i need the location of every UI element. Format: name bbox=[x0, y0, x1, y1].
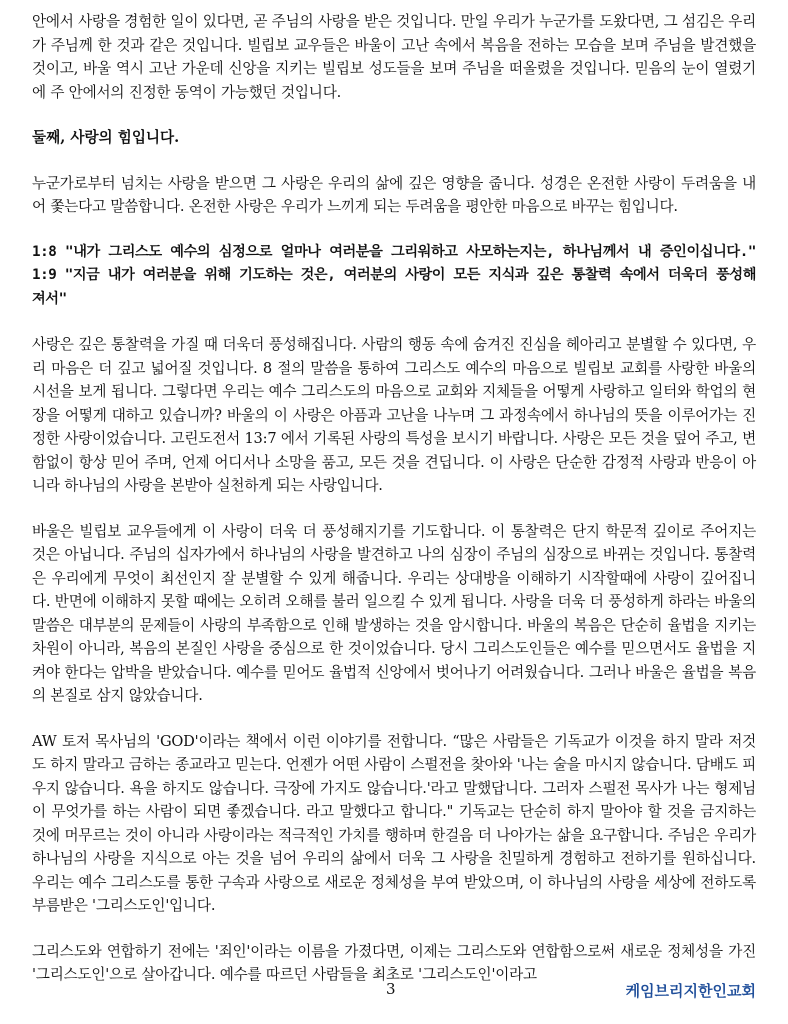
paragraph-6: 그리스도와 연합하기 전에는 '죄인'이라는 이름을 가졌다면, 이제는 그리스도와 연합함으로써 새로운 정체성을 가진 '그리스도인'으로 살아갑니다. 예수를 따르던 사람들을 최초로 '그리스도인'이라고 bbox=[32, 942, 756, 983]
document-page bbox=[32, 10, 756, 1009]
paragraph-5: AW 토저 목사님의 'GOD'이라는 책에서 이런 이야기를 전합니다. “많은 사람들은 기독교가 이것을 하지 말라 저것도 하지 말라고 금하는 종교라고 믿는다. 언젠가 어떤 사람이 스펄전을 찾아와 '나는 술을 마시지 않습니다. 담배도 피우지 않습니다. 욕을 하지도 않습니다. 극장에 가지도 않습니다.'라고 말했답니다. 그러자 스펄전 목사가 나는 형제님이 무엇가를 하는 사람이 되면 좋겠습니다. 라고 말했다고 합니다." 기독교는 단순히 하지 말아야 할 것을 금지하는 것에 머무르는 것이 아니라 사랑이라는 적극적인 가치를 행하며 한걸음 더 나아가는 삶을 요구합니다. 주님은 우리가 하나님의 사랑을 지식으로 아는 것을 넘어 우리의 삶에서 더욱 그 사랑을 친밀하게 경험하고 전하기를 원하십니다. 우리는 예수 그리스도를 통한 구속과 사랑으로 새로운 정체성을 부여 받았으며, 이 하나님의 사랑을 세상에 전하도록 부름받은 '그리스도인'입니다. bbox=[32, 732, 756, 914]
paragraph-1: 안에서 사랑을 경험한 일이 있다면, 곧 주님의 사랑을 받은 것입니다. 만일 우리가 누군가를 도왔다면, 그 섬김은 우리가 주님께 한 것과 같은 것입니다. 빌립보 교우들은 바울이 고난 속에서 복음을 전하는 모습을 보며 주님을 발견했을 것이고, 바울 역시 고난 가운데 신앙을 지키는 빌립보 성도들을 보며 주님을 떠올렸을 것입니다. 믿음의 눈이 열렸기에 주 안에서의 진정한 동역이 가능했던 것입니다. bbox=[32, 13, 756, 101]
paragraph-4: 바울은 빌립보 교우들에게 이 사랑이 더욱 더 풍성해지기를 기도합니다. 이 통찰력은 단지 학문적 깊이로 주어지는 것은 아닙니다. 주님의 십자가에서 하나님의 사랑을 발견하고 나의 심장이 주님의 심장으로 바뀌는 것입니다. 통찰력은 우리에게 무엇이 최선인지 잘 분별할 수 있게 해줍니다. 우리는 상대방을 이해하기 시작할때에 사랑이 깊어집니다. 반면에 이해하지 못할 때에는 오히려 오해를 불러 일으킬 수 있게 됩니다. 사랑을 더욱 더 풍성하게 하라는 바울의 말씀은 대부분의 문제들이 사랑의 부족함으로 인해 발생하는 것을 암시합니다. 바울의 복음은 단순히 율법을 지키는 차원이 아니라, 복음의 본질인 사랑을 중심으로 한 것이었습니다. 당시 그리스도인들은 예수를 믿으면서도 율법을 지켜야 한다는 압박을 받았습니다. 예수를 믿어도 율법적 신앙에서 벗어나기 어려웠습니다. 그러나 바울은 율법을 복음의 본질로 삼지 않았습니다. bbox=[32, 522, 756, 704]
scripture-quote: 1:8 "내가 그리스도 예수의 심정으로 얼마나 여러분을 그리워하고 사모하는지는, 하나님께서 내 증인이십니다." 1:9 "지금 내가 여러분을 위해 기도하는 것은, 여러분의 사랑이 모든 지식과 깊은 통찰력 속에서 더욱더 풍성해져서" bbox=[32, 243, 756, 307]
church-name: 케임브리지한인교회 bbox=[625, 982, 756, 1000]
paragraph-2: 누군가로부터 넘치는 사랑을 받으면 그 사랑은 우리의 삶에 깊은 영향을 줍니다. 성경은 온전한 사랑이 두려움을 내어 쫓는다고 말씀합니다. 온전한 사랑은 우리가 느끼게 되는 두려움을 평안한 마음으로 바꾸는 힘입니다. bbox=[32, 174, 756, 215]
section-heading-love-power: 둘째, 사랑의 힘입니다. bbox=[32, 129, 180, 146]
paragraph-3: 사랑은 깊은 통찰력을 가질 때 더욱더 풍성해집니다. 사람의 행동 속에 숨겨진 진심을 헤아리고 분별할 수 있다면, 우리 마음은 더 깊고 넓어질 것입니다. 8 절의 말씀을 통하여 그리스도 예수의 마음으로 빌립보 교회를 사랑한 바울의 시선을 보게 됩니다. 그렇다면 우리는 예수 그리스도의 마음으로 교회와 지체들을 어떻게 사랑하고 일터와 학업의 현장을 어떻게 대하고 있습니까? 바울의 이 사랑은 아픔과 고난을 나누며 그 과정속에서 하나님의 뜻을 이루어가는 진정한 사랑이었습니다. 고린도전서 13:7 에서 기록된 사랑의 특성을 보시기 바랍니다. 사랑은 모든 것을 덮어 주고, 변함없이 항상 믿어 주며, 언제 어디서나 소망을 품고, 모든 것을 견딥니다. 이 사랑은 단순한 감정적 사랑과 반응이 아니라 하나님의 사랑을 본받아 실천하게 되는 사랑입니다. bbox=[32, 336, 756, 494]
page-number: 3 bbox=[386, 980, 396, 998]
